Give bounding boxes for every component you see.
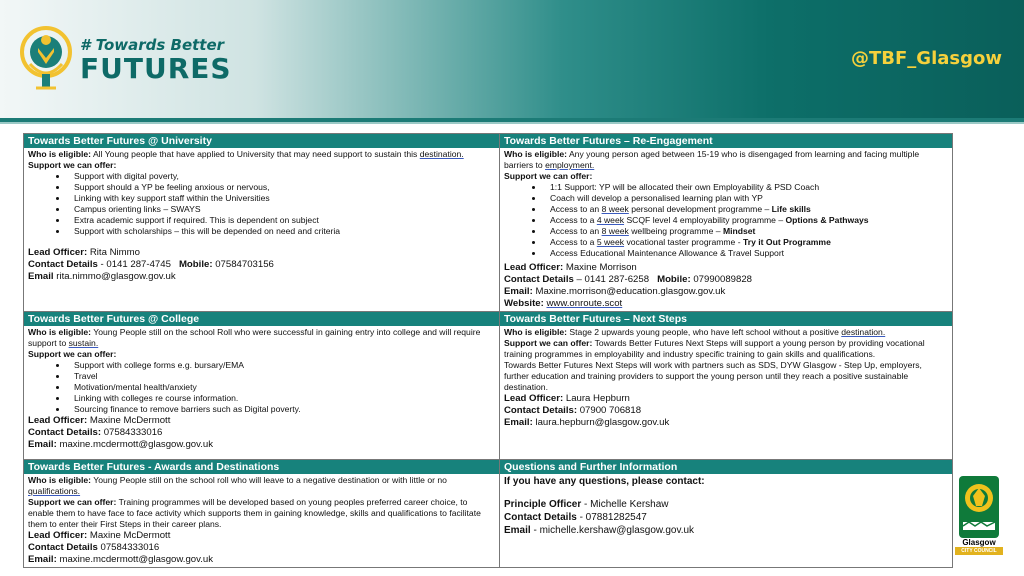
tbf-logo — [16, 18, 232, 96]
list-item: • Access to a 4 week SCQF level 4 employability programme – Options & Pathways — [544, 215, 948, 226]
council-sub: CITY COUNCIL — [955, 547, 1003, 555]
list-item: • Support with scholarships – this will be depended on need and criteria — [68, 226, 495, 237]
list-item: • Support with digital poverty, — [68, 171, 495, 182]
email-label: Email: — [28, 554, 57, 565]
email-label: Email — [28, 271, 54, 282]
nextsteps-cell — [500, 312, 953, 460]
offer-label: Support we can offer: — [504, 338, 593, 348]
lead-officer: Laura Hepburn — [565, 393, 630, 404]
contact-number: 07584333016 — [103, 427, 163, 438]
website-label: Website: — [504, 298, 544, 309]
list-item: • Campus orienting links – SWAYS — [68, 204, 495, 215]
email-address[interactable]: laura.hepburn@glasgow.gov.uk — [535, 417, 670, 428]
list-item: • Access to an 8 week wellbeing programme – Mindset — [544, 226, 948, 237]
list-item: • Linking with colleges re course information. — [68, 393, 495, 404]
mobile-label: Mobile: — [657, 274, 691, 285]
list-item: • Support with college forms e.g. bursary/EMA — [68, 360, 495, 371]
twitter-handle[interactable]: @TBF_Glasgow — [851, 48, 1002, 69]
contact-number: – 0141 287-6258 — [576, 274, 650, 285]
offer-label: Support we can offer: — [504, 171, 593, 181]
college-cell — [24, 312, 500, 460]
banner-divider-light — [0, 122, 1024, 124]
contact-label: Contact Details: — [28, 427, 102, 438]
list-item: • Support should a YP be feeling anxious or nervous, — [68, 182, 495, 193]
reengagement-bullets — [504, 182, 948, 259]
offer-label: Support we can offer: — [28, 349, 117, 359]
list-item: • Linking with key support staff within the Universities — [68, 193, 495, 204]
offer-text: Towards Better Futures Next Steps will support a young person by providing vocational training programmes in employability and industry specific training to gain skills and qualifications. — [504, 338, 925, 359]
eligible-link: destination. — [841, 327, 886, 337]
email-label: Email — [504, 525, 531, 536]
logo-hashtag: # Towards Better — [80, 36, 225, 54]
list-item: • Sourcing finance to remove barriers such as Digital poverty. — [68, 404, 495, 415]
email-label: Email: — [504, 286, 533, 297]
list-item: • Coach will develop a personalised learning plan with YP — [544, 193, 948, 204]
services-table — [23, 133, 953, 568]
eligible-text: All Young people that have applied to University that may need support to sustain this — [92, 149, 418, 159]
lead-label: Lead Officer: — [28, 530, 88, 541]
eligible-label: Who is eligible: — [28, 149, 92, 159]
eligible-label: Who is eligible: — [28, 475, 92, 485]
lead-officer: Rita Nimmo — [89, 247, 140, 258]
contact-label: Contact Details — [504, 512, 577, 523]
logo-word: FUTURES — [80, 52, 232, 85]
lead-officer: Maxine Morrison — [565, 262, 637, 273]
contact-number: 07900 706818 — [579, 405, 642, 416]
list-item: • Access to a 5 week vocational taster programme - Try it Out Programme — [544, 237, 948, 248]
lead-officer: Maxine McDermott — [89, 415, 171, 426]
principal-label: Principle Officer — [504, 499, 582, 510]
eligible-link: sustain. — [68, 338, 99, 348]
eligible-link: employment. — [545, 160, 595, 170]
partners-text: Towards Better Futures Next Steps will work with partners such as SDS, DYW Glasgow - Step Up, employers, further education and training providers to support the young person until they reach a positive sustainable destination. — [504, 360, 922, 392]
mobile-number: 07584703156 — [215, 259, 274, 270]
mobile-label: Mobile: — [178, 259, 213, 270]
contact-number: - 07881282547 — [579, 512, 647, 523]
eligible-label: Who is eligible: — [504, 327, 568, 337]
list-item: • Motivation/mental health/anxiety — [68, 382, 495, 393]
nextsteps-title: Towards Better Futures – Next Steps — [500, 312, 952, 326]
email-address[interactable]: maxine.mcdermott@glasgow.gov.uk — [59, 439, 214, 450]
reengagement-cell — [500, 134, 953, 312]
list-item: • Travel — [68, 371, 495, 382]
contact-label: Contact Details — [504, 274, 574, 285]
lead-label: Lead Officer: — [28, 247, 88, 258]
email-label: Email: — [504, 417, 533, 428]
offer-label: Support we can offer: — [28, 497, 117, 507]
eligible-text: Stage 2 upwards young people, who have left school without a positive — [569, 327, 839, 337]
council-name: Glasgow — [962, 538, 996, 547]
tbf-figure-icon — [16, 18, 76, 96]
list-item: • Extra academic support if required. This is dependent on subject — [68, 215, 495, 226]
contact-number: 07584333016 — [100, 542, 160, 553]
college-title: Towards Better Futures @ College — [24, 312, 499, 326]
email-label: Email: — [28, 439, 57, 450]
awards-cell — [24, 460, 500, 568]
lead-label: Lead Officer: — [28, 415, 88, 426]
eligible-text: Young People still on the school roll who will leave to a negative destination or with little or no — [93, 475, 447, 485]
lead-label: Lead Officer: — [504, 262, 564, 273]
questions-intro: If you have any questions, please contact: — [504, 476, 705, 487]
eligible-link: qualifications. — [28, 486, 81, 496]
list-item: • Access Educational Maintenance Allowance & Travel Support — [544, 248, 948, 259]
reengagement-title: Towards Better Futures – Re-Engagement — [500, 134, 952, 148]
eligible-text: Any young person aged between 15-19 who is disengaged from learning and facing multiple barriers to — [504, 149, 920, 170]
eligible-link: destination. — [419, 149, 464, 159]
offer-label: Support we can offer: — [28, 160, 117, 170]
contact-label: Contact Details — [28, 259, 98, 270]
eligible-text: Young People still on the school Roll who were successful in gaining entry into college and will require support to — [28, 327, 481, 348]
website-link[interactable]: www.onroute.scot — [546, 298, 623, 309]
university-cell — [24, 134, 500, 312]
email-address[interactable]: maxine.mcdermott@glasgow.gov.uk — [59, 554, 214, 565]
questions-cell — [500, 460, 953, 568]
principal-officer: - Michelle Kershaw — [584, 499, 669, 510]
email-address[interactable]: rita.nimmo@glasgow.gov.uk — [56, 271, 176, 282]
university-title: Towards Better Futures @ University — [24, 134, 499, 148]
list-item: • 1:1 Support: YP will be allocated their own Employability & PSD Coach — [544, 182, 948, 193]
eligible-label: Who is eligible: — [28, 327, 92, 337]
email-address[interactable]: - michelle.kershaw@glasgow.gov.uk — [533, 525, 695, 536]
email-address[interactable]: Maxine.morrison@education.glasgow.gov.uk — [535, 286, 726, 297]
university-bullets — [28, 171, 495, 237]
college-bullets — [28, 360, 495, 415]
eligible-label: Who is eligible: — [504, 149, 568, 159]
lead-officer: Maxine McDermott — [89, 530, 171, 541]
awards-title: Towards Better Futures - Awards and Destinations — [24, 460, 499, 474]
questions-title: Questions and Further Information — [500, 460, 952, 474]
mobile-number: 07990089828 — [693, 274, 753, 285]
contact-label: Contact Details — [28, 542, 98, 553]
list-item: • Access to an 8 week personal development programme – Life skills — [544, 204, 948, 215]
offer-text: Training programmes will be developed based on young peoples preferred career choice, to enable them to have face to face activity which supports them in gaining knowledge, skills and qualifications to facilitate them to enter their First Steps in their career plans. — [28, 497, 481, 529]
lead-label: Lead Officer: — [504, 393, 564, 404]
contact-number: - 0141 287-4745 — [100, 259, 171, 270]
contact-label: Contact Details: — [504, 405, 578, 416]
